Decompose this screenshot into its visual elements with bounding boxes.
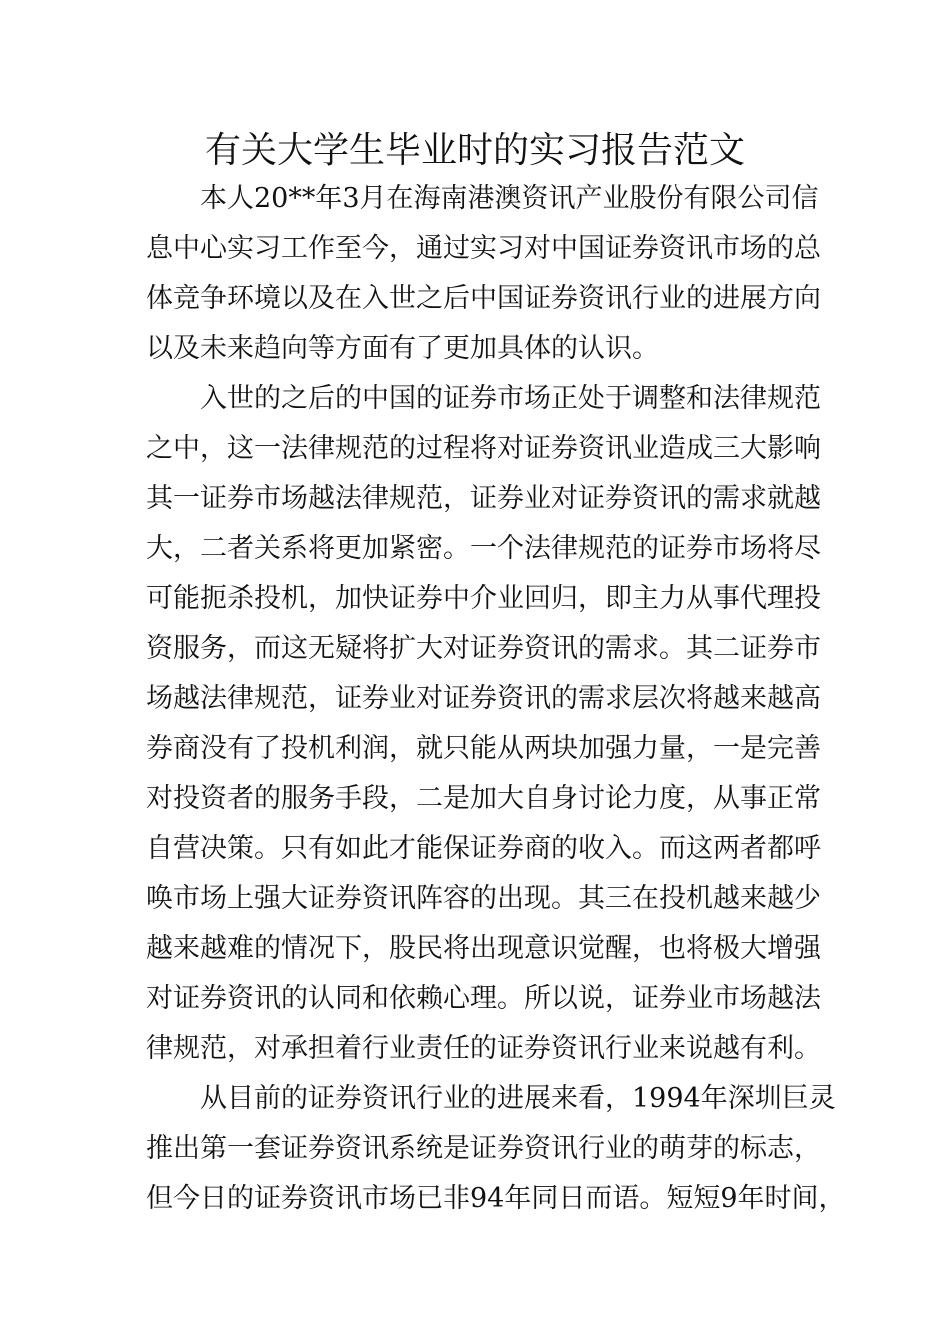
paragraph-1-line-1: 本人20**年3月在海南港澳资讯产业股份有限公司信 — [200, 183, 819, 214]
paragraph-3-line-2: 推出第一套证券资讯系统是证券资讯行业的萌芽的标志， — [146, 1133, 821, 1164]
paragraph-1-line-4: 以及未来趋向等方面有了更加具体的认识。 — [146, 333, 659, 364]
paragraph-1-line-2: 息中心实习工作至今，通过实习对中国证券资讯市场的总 — [146, 233, 821, 264]
paragraph-2-line-6: 资服务，而这无疑将扩大对证券资讯的需求。其二证券市 — [146, 633, 821, 664]
paragraph-3-line-3: 但今日的证券资讯市场已非94年同日而语。短短9年时间， — [146, 1183, 846, 1214]
paragraph-3-line-1: 从目前的证券资讯行业的进展来看，1994年深圳巨灵 — [200, 1083, 836, 1114]
paragraph-2-line-7: 场越法律规范，证券业对证券资讯的需求层次将越来越高 — [146, 683, 821, 714]
paragraph-2-line-10: 自营决策。只有如此才能保证券商的收入。而这两者都呼 — [146, 833, 821, 864]
paragraph-2-line-12: 越来越难的情况下，股民将出现意识觉醒，也将极大增强 — [146, 933, 821, 964]
paragraph-2-line-4: 大，二者关系将更加紧密。一个法律规范的证券市场将尽 — [146, 533, 821, 564]
paragraph-2-line-3: 其一证券市场越法律规范，证券业对证券资讯的需求就越 — [146, 483, 821, 514]
document-title: 有关大学生毕业时的实习报告范文 — [204, 130, 745, 171]
paragraph-2-line-13: 对证券资讯的认同和依赖心理。所以说，证券业市场越法 — [146, 983, 821, 1014]
paragraph-2-line-14: 律规范，对承担着行业责任的证券资讯行业来说越有利。 — [146, 1033, 821, 1064]
paragraph-2-line-1: 入世的之后的中国的证券市场正处于调整和法律规范 — [200, 383, 821, 414]
paragraph-2-line-2: 之中，这一法律规范的过程将对证券资讯业造成三大影响 — [146, 433, 821, 464]
paragraph-2-line-5: 可能扼杀投机，加快证券中介业回归，即主力从事代理投 — [146, 583, 821, 614]
paragraph-2-line-11: 唤市场上强大证券资讯阵容的出现。其三在投机越来越少 — [146, 883, 821, 914]
paragraph-1-line-3: 体竞争环境以及在入世之后中国证券资讯行业的进展方向 — [146, 283, 821, 314]
paragraph-2-line-9: 对投资者的服务手段，二是加大自身讨论力度，从事正常 — [146, 783, 821, 814]
paragraph-2-line-8: 券商没有了投机利润，就只能从两块加强力量，一是完善 — [146, 733, 821, 764]
